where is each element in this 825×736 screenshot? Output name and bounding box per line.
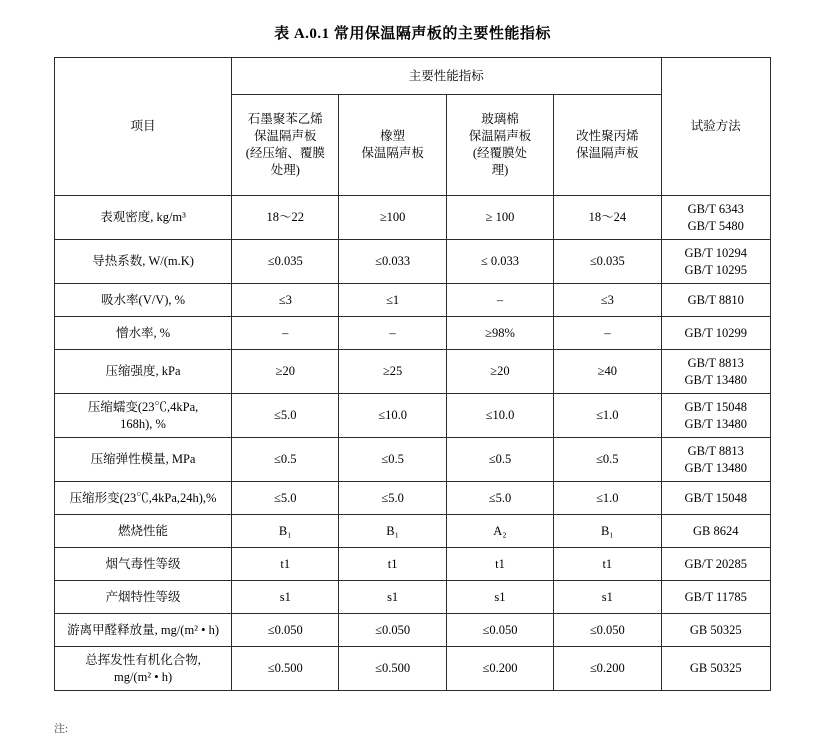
row-method: GB 8624 xyxy=(661,515,771,548)
row-method: GB 50325 xyxy=(661,647,771,691)
row-label: 产烟特性等级 xyxy=(55,581,232,614)
row-value: ≤5.0 xyxy=(446,482,553,515)
row-value: – xyxy=(339,317,446,350)
row-value: ≤0.200 xyxy=(446,647,553,691)
row-label: 总挥发性有机化合物, mg/(m² • h) xyxy=(55,647,232,691)
row-value: ≤5.0 xyxy=(232,482,339,515)
row-method: GB/T 11785 xyxy=(661,581,771,614)
table-row xyxy=(55,581,771,614)
row-value: t1 xyxy=(339,548,446,581)
row-value: ≥25 xyxy=(339,350,446,394)
table-header xyxy=(55,58,771,196)
row-value: ≤0.035 xyxy=(554,240,661,284)
row-value: ≤0.5 xyxy=(339,438,446,482)
table-row xyxy=(55,284,771,317)
row-value: – xyxy=(232,317,339,350)
row-label: 憎水率, % xyxy=(55,317,232,350)
row-value: s1 xyxy=(232,581,339,614)
header-row-group xyxy=(55,58,771,95)
row-value: ≤0.200 xyxy=(554,647,661,691)
row-method: GB 50325 xyxy=(661,614,771,647)
row-value: ≤0.033 xyxy=(339,240,446,284)
row-value: ≤0.500 xyxy=(339,647,446,691)
row-value: ≥20 xyxy=(232,350,339,394)
header-col-modified-pp: 改性聚丙烯 保温隔声板 xyxy=(554,95,661,196)
table-row xyxy=(55,394,771,438)
row-value: ≤0.035 xyxy=(232,240,339,284)
header-col-glass-wool: 玻璃棉 保温隔声板 (经覆膜处 理) xyxy=(446,95,553,196)
row-value: ≤0.050 xyxy=(446,614,553,647)
header-col-graphite-eps: 石墨聚苯乙烯 保温隔声板 (经压缩、覆膜 处理) xyxy=(232,95,339,196)
row-value: ≥20 xyxy=(446,350,553,394)
row-label: 燃烧性能 xyxy=(55,515,232,548)
header-method: 试验方法 xyxy=(661,58,771,196)
row-value: ≥100 xyxy=(339,196,446,240)
row-label: 导热系数, W/(m.K) xyxy=(55,240,232,284)
row-value: t1 xyxy=(232,548,339,581)
row-value: – xyxy=(554,317,661,350)
row-value: ≤10.0 xyxy=(339,394,446,438)
header-group-label: 主要性能指标 xyxy=(232,58,661,95)
row-value: B₁ xyxy=(232,515,339,548)
row-value: ≤1 xyxy=(339,284,446,317)
row-value: ≤0.050 xyxy=(339,614,446,647)
table-row xyxy=(55,196,771,240)
row-label: 烟气毒性等级 xyxy=(55,548,232,581)
page-title: 表 A.0.1 常用保温隔声板的主要性能指标 xyxy=(274,26,551,42)
table-row xyxy=(55,317,771,350)
row-value: ≥98% xyxy=(446,317,553,350)
row-value: ≤3 xyxy=(554,284,661,317)
table-body xyxy=(55,196,771,691)
row-value: ≤3 xyxy=(232,284,339,317)
document-page xyxy=(0,22,825,736)
row-value: s1 xyxy=(554,581,661,614)
row-value: A₂ xyxy=(446,515,553,548)
table-footnote: 注: xyxy=(54,723,69,735)
row-value: s1 xyxy=(339,581,446,614)
row-value: ≤1.0 xyxy=(554,394,661,438)
row-method: GB/T 10294 GB/T 10295 xyxy=(661,240,771,284)
row-method: GB/T 10299 xyxy=(661,317,771,350)
row-method: GB/T 15048 GB/T 13480 xyxy=(661,394,771,438)
table-row xyxy=(55,647,771,691)
row-value: ≤0.5 xyxy=(232,438,339,482)
row-method: GB/T 8813 GB/T 13480 xyxy=(661,350,771,394)
table-row xyxy=(55,240,771,284)
row-value: ≤0.050 xyxy=(554,614,661,647)
row-label: 压缩形变(23℃,4kPa,24h),% xyxy=(55,482,232,515)
row-value: B₁ xyxy=(339,515,446,548)
row-value: – xyxy=(446,284,553,317)
row-value: ≤5.0 xyxy=(339,482,446,515)
header-col-rubber-plastic: 橡塑 保温隔声板 xyxy=(339,95,446,196)
row-value: t1 xyxy=(446,548,553,581)
row-label: 游离甲醛释放量, mg/(m² • h) xyxy=(55,614,232,647)
row-value: t1 xyxy=(554,548,661,581)
row-value: ≥40 xyxy=(554,350,661,394)
table-row xyxy=(55,438,771,482)
row-value: ≤0.500 xyxy=(232,647,339,691)
row-value: ≤5.0 xyxy=(232,394,339,438)
row-value: ≤10.0 xyxy=(446,394,553,438)
row-value: 18～22 xyxy=(232,196,339,240)
row-label: 吸水率(V/V), % xyxy=(55,284,232,317)
table-row xyxy=(55,515,771,548)
row-value: ≤0.050 xyxy=(232,614,339,647)
table-row xyxy=(55,482,771,515)
row-method: GB/T 8810 xyxy=(661,284,771,317)
header-item: 项目 xyxy=(55,58,232,196)
row-label: 表观密度, kg/m³ xyxy=(55,196,232,240)
table-row xyxy=(55,548,771,581)
table-row xyxy=(55,614,771,647)
row-value: ≤0.5 xyxy=(554,438,661,482)
row-label: 压缩蠕变(23℃,4kPa, 168h), % xyxy=(55,394,232,438)
row-method: GB/T 15048 xyxy=(661,482,771,515)
row-method: GB/T 20285 xyxy=(661,548,771,581)
spec-table xyxy=(54,57,771,691)
row-method: GB/T 6343 GB/T 5480 xyxy=(661,196,771,240)
row-value: ≤ 0.033 xyxy=(446,240,553,284)
row-value: ≤0.5 xyxy=(446,438,553,482)
row-value: B₁ xyxy=(554,515,661,548)
row-value: ≤1.0 xyxy=(554,482,661,515)
row-method: GB/T 8813 GB/T 13480 xyxy=(661,438,771,482)
table-row xyxy=(55,350,771,394)
row-value: ≥ 100 xyxy=(446,196,553,240)
row-value: 18～24 xyxy=(554,196,661,240)
row-label: 压缩强度, kPa xyxy=(55,350,232,394)
row-label: 压缩弹性模量, MPa xyxy=(55,438,232,482)
row-value: s1 xyxy=(446,581,553,614)
